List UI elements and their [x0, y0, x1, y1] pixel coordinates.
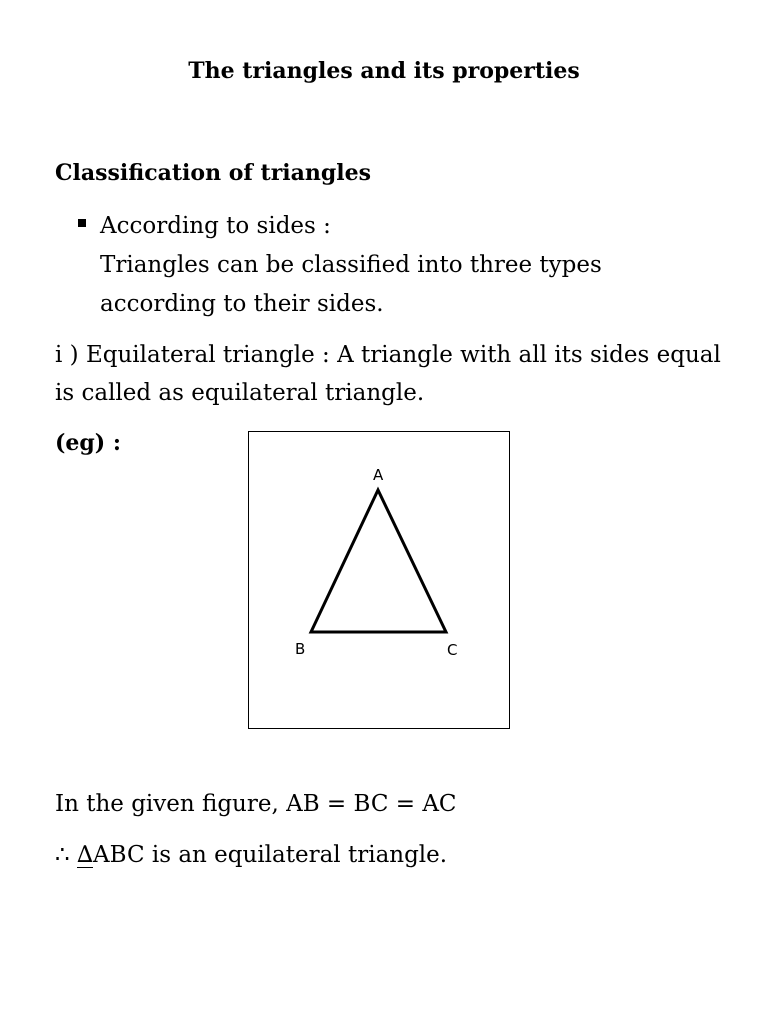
definition-line-1: i ) Equilateral triangle : A triangle with all its sides equal: [55, 342, 721, 368]
conclusion-text: ABC is an equilateral triangle.: [93, 842, 448, 868]
equality-statement: In the given figure, AB = BC = AC: [55, 791, 457, 817]
vertex-label-b: B: [295, 640, 306, 658]
conclusion-statement: [55, 836, 447, 874]
bullet-text-line-2: according to their sides.: [100, 291, 384, 317]
therefore-symbol: ∴: [55, 842, 70, 868]
vertex-label-c: C: [447, 641, 458, 659]
bullet-heading: According to sides :: [100, 213, 331, 239]
triangle-diagram: [249, 432, 511, 730]
bullet-square-icon: [78, 219, 86, 227]
example-label: (eg) :: [55, 430, 121, 456]
section-heading: Classification of triangles: [55, 160, 372, 186]
triangle-figure: [248, 431, 510, 729]
equilateral-triangle-shape: [311, 490, 446, 632]
triangle-symbol-icon: ∆: [76, 842, 94, 868]
page-title: The triangles and its properties: [188, 58, 580, 84]
vertex-label-a: A: [373, 466, 384, 484]
bullet-text-line-1: Triangles can be classified into three types: [100, 252, 602, 278]
definition-line-2: is called as equilateral triangle.: [55, 380, 425, 406]
